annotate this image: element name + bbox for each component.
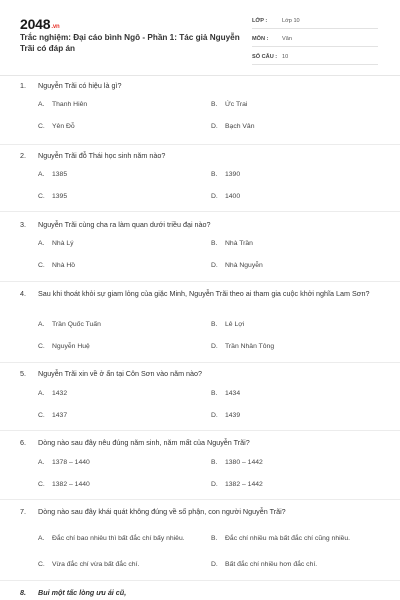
question-body: Dòng nào sau đây khái quát không đúng về số phận, con người Nguyễn Trãi? bbox=[38, 507, 286, 516]
option-letter: D. bbox=[211, 193, 218, 200]
option-text: 1390 bbox=[225, 171, 241, 178]
question-number: 1. bbox=[20, 81, 26, 90]
option-text: 1382 – 1440 bbox=[52, 481, 90, 488]
option-letter: A. bbox=[38, 171, 45, 178]
logo-tld: .vn bbox=[51, 24, 60, 30]
question-8 bbox=[20, 588, 126, 597]
option-a[interactable] bbox=[38, 100, 202, 110]
question-text bbox=[20, 219, 386, 230]
question-body: Nguyễn Trãi có hiệu là gì? bbox=[38, 81, 122, 90]
option-letter: B. bbox=[211, 321, 218, 328]
option-letter: C. bbox=[38, 481, 45, 488]
option-a[interactable] bbox=[38, 389, 202, 399]
option-d[interactable] bbox=[211, 342, 375, 352]
option-letter: C. bbox=[38, 123, 45, 130]
option-c[interactable] bbox=[38, 342, 202, 352]
option-letter: A. bbox=[38, 101, 45, 108]
option-d[interactable] bbox=[211, 560, 395, 570]
question-text bbox=[20, 150, 386, 161]
meta-key: MÔN : bbox=[252, 36, 269, 42]
option-text: 1400 bbox=[225, 193, 241, 200]
question-number: 8. bbox=[20, 588, 26, 597]
option-d[interactable] bbox=[211, 122, 375, 132]
option-b[interactable] bbox=[211, 458, 375, 468]
header bbox=[0, 0, 400, 74]
question-number: 2. bbox=[20, 151, 26, 160]
question-text bbox=[20, 437, 386, 448]
option-b[interactable] bbox=[211, 320, 375, 330]
question-divider bbox=[0, 362, 400, 363]
meta-value: Văn bbox=[282, 36, 292, 42]
question-number: 5. bbox=[20, 369, 26, 378]
logo-main: 2048 bbox=[20, 16, 51, 32]
question-body: Dòng nào sau đây nêu đúng năm sinh, năm mất của Nguyễn Trãi? bbox=[38, 438, 250, 447]
option-d[interactable] bbox=[211, 480, 375, 490]
option-c[interactable] bbox=[38, 192, 202, 202]
meta-key: SỐ CÂU : bbox=[252, 54, 278, 60]
option-b[interactable] bbox=[211, 534, 395, 544]
option-text: Nguyễn Huệ bbox=[52, 343, 90, 350]
option-text: 1432 bbox=[52, 390, 68, 397]
option-text: 1437 bbox=[52, 412, 68, 419]
option-text: Bất đắc chí nhiều hơn đắc chí. bbox=[225, 561, 318, 568]
option-text: Yên Đỗ bbox=[52, 123, 75, 130]
question-text bbox=[20, 368, 386, 379]
question-number: 3. bbox=[20, 220, 26, 229]
option-text: Trần Nhân Tông bbox=[225, 343, 275, 350]
option-text: 1385 bbox=[52, 171, 68, 178]
option-text: Nhà Trần bbox=[225, 240, 253, 247]
option-text: 1439 bbox=[225, 412, 241, 419]
option-letter: D. bbox=[211, 123, 218, 130]
option-text: 1378 – 1440 bbox=[52, 459, 90, 466]
option-text: Ức Trai bbox=[225, 101, 248, 108]
question-divider bbox=[0, 580, 400, 581]
option-a[interactable] bbox=[38, 320, 202, 330]
question-divider bbox=[0, 281, 400, 282]
question-body: Nguyễn Trãi đỗ Thái học sinh năm nào? bbox=[38, 151, 166, 160]
question-text bbox=[20, 288, 386, 299]
question-divider bbox=[0, 211, 400, 212]
meta-row-class bbox=[252, 14, 378, 29]
option-text: 1380 – 1442 bbox=[225, 459, 263, 466]
question-divider bbox=[0, 144, 400, 145]
option-letter: B. bbox=[211, 535, 218, 542]
option-d[interactable] bbox=[211, 192, 375, 202]
option-c[interactable] bbox=[38, 480, 202, 490]
option-a[interactable] bbox=[38, 170, 202, 180]
option-text: Nhà Hồ bbox=[52, 262, 76, 269]
option-text: Trần Quốc Tuấn bbox=[52, 321, 101, 328]
option-letter: D. bbox=[211, 262, 218, 269]
meta-info bbox=[252, 14, 378, 68]
option-letter: C. bbox=[38, 193, 45, 200]
question-body: Bui một tấc lòng ưu ái cũ, bbox=[38, 588, 127, 597]
option-c[interactable] bbox=[38, 261, 202, 271]
option-letter: D. bbox=[211, 412, 218, 419]
meta-row-subject bbox=[252, 32, 378, 47]
meta-value: Lớp 10 bbox=[282, 18, 300, 24]
option-a[interactable] bbox=[38, 239, 202, 249]
header-divider bbox=[0, 75, 400, 76]
question-body: Nguyễn Trãi xin về ở ẩn tại Côn Sơn vào năm nào? bbox=[38, 369, 203, 378]
option-letter: A. bbox=[38, 240, 45, 247]
option-letter: B. bbox=[211, 459, 218, 466]
option-letter: B. bbox=[211, 390, 218, 397]
option-letter: B. bbox=[211, 101, 218, 108]
option-b[interactable] bbox=[211, 239, 375, 249]
option-letter: D. bbox=[211, 481, 218, 488]
question-text bbox=[20, 80, 386, 91]
meta-key: LỚP : bbox=[252, 18, 268, 24]
option-letter: A. bbox=[38, 321, 45, 328]
option-d[interactable] bbox=[211, 411, 375, 421]
option-letter: C. bbox=[38, 343, 45, 350]
option-text: Đắc chí nhiều mà bất đắc chí cũng nhiều. bbox=[225, 535, 351, 542]
question-body: Sau khi thoát khỏi sự giam lỏng của giặc Minh, Nguyễn Trãi theo ai tham gia cuộc khởi nghĩa Lam Sơn? bbox=[38, 289, 370, 298]
option-letter: B. bbox=[211, 171, 218, 178]
option-letter: C. bbox=[38, 561, 45, 568]
option-a[interactable] bbox=[38, 528, 194, 550]
option-letter: A. bbox=[38, 459, 45, 466]
option-text: Vừa đắc chí vừa bất đắc chí. bbox=[52, 561, 140, 568]
question-text bbox=[20, 506, 386, 517]
question-body: Nguyễn Trãi cùng cha ra làm quan dưới triều đại nào? bbox=[38, 220, 211, 229]
option-text: Thanh Hiên bbox=[52, 101, 88, 108]
question-number: 4. bbox=[20, 289, 26, 298]
option-text: 1382 – 1442 bbox=[225, 481, 263, 488]
question-number: 6. bbox=[20, 438, 26, 447]
option-text: Bạch Vân bbox=[225, 123, 255, 130]
site-logo[interactable] bbox=[20, 16, 59, 32]
option-b[interactable] bbox=[211, 170, 375, 180]
question-divider bbox=[0, 499, 400, 500]
option-text: Nhà Lý bbox=[52, 240, 74, 247]
option-letter: B. bbox=[211, 240, 218, 247]
meta-row-count bbox=[252, 50, 378, 65]
option-c[interactable] bbox=[38, 122, 202, 132]
meta-value: 10 bbox=[282, 54, 289, 60]
option-d[interactable] bbox=[211, 261, 375, 271]
option-letter: C. bbox=[38, 412, 45, 419]
option-c[interactable] bbox=[38, 411, 202, 421]
option-text: 1395 bbox=[52, 193, 68, 200]
option-a[interactable] bbox=[38, 458, 202, 468]
option-letter: A. bbox=[38, 390, 45, 397]
option-c[interactable] bbox=[38, 560, 202, 570]
option-letter: A. bbox=[38, 535, 45, 542]
question-number: 7. bbox=[20, 507, 26, 516]
option-letter: C. bbox=[38, 262, 45, 269]
question-divider bbox=[0, 430, 400, 431]
option-b[interactable] bbox=[211, 100, 375, 110]
option-text: Nhà Nguyễn bbox=[225, 262, 263, 269]
option-text: Đắc chí bao nhiêu thì bất đắc chí bấy nhiêu. bbox=[52, 535, 185, 542]
option-b[interactable] bbox=[211, 389, 375, 399]
page-title: Trắc nghiệm: Đại cáo bình Ngô - Phần 1: Tác giả Nguyễn Trãi có đáp án bbox=[20, 33, 240, 53]
option-text: 1434 bbox=[225, 390, 241, 397]
option-letter: D. bbox=[211, 343, 218, 350]
option-text: Lê Lợi bbox=[225, 321, 245, 328]
option-letter: D. bbox=[211, 561, 218, 568]
